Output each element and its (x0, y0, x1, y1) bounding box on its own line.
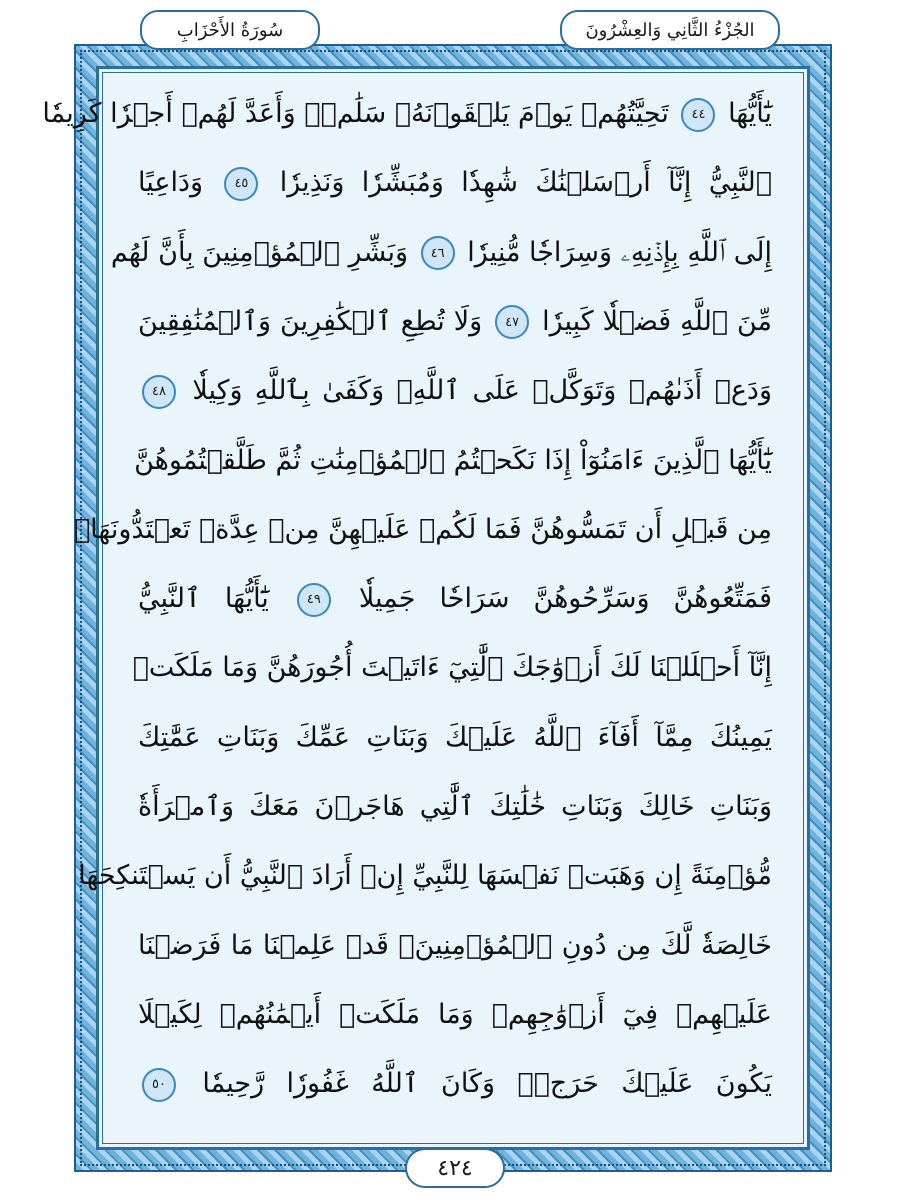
verse-text: إِلَى ٱللَّهِ بِإِذۡنِهِۦ وَسِرَاجٗا مُّنِيرٗا (467, 236, 772, 268)
juz-name-label (560, 10, 780, 50)
verse-text-area (42, 84, 772, 1124)
verse-line (138, 361, 772, 421)
ayah-number-marker: ٥٠ (142, 1068, 176, 1102)
verse-text: خَالِصَةٗ لَّكَ مِن دُونِ ٱلۡمُؤۡمِنِينَۗ قَدۡ عَلِمۡنَا مَا فَرَضۡنَا (138, 929, 772, 961)
verse-line (42, 84, 772, 144)
verse-line (138, 708, 772, 768)
ayah-number-marker: ٤٧ (495, 305, 529, 339)
verse-text: وَبَنَاتِ خَالِكَ وَبَنَاتِ خَٰلَٰتِكَ ٱلَّٰتِي هَاجَرۡنَ مَعَكَ وَٱمۡرَأَةٗ (138, 791, 772, 822)
verse-text: وَلَا تُطِعِ ٱلۡكَٰفِرِينَ وَٱلۡمُنَٰفِقِينَ (138, 305, 483, 337)
ayah-number-marker: ٤٥ (224, 167, 258, 201)
verse-line (110, 223, 772, 283)
verse-line (78, 846, 772, 906)
verse-text: وَبَشِّرِ ٱلۡمُؤۡمِنِينَ بِأَنَّ لَهُم (110, 236, 409, 268)
juz-name: الجُزْءُ الثَّانِي وَالعِشْرُونَ (585, 19, 755, 41)
verse-text: يَٰٓأَيُّهَا ٱلَّذِينَ ءَامَنُوٓاْ إِذَا نَكَحۡتُمُ ٱلۡمُؤۡمِنَٰتِ ثُمَّ طَلَّقۡتُمُوهُنَّ (134, 444, 772, 476)
verse-line (138, 985, 772, 1045)
verse-line (138, 292, 772, 352)
verse-line (132, 638, 772, 698)
verse-line (73, 500, 772, 560)
verse-line (138, 777, 772, 837)
verse-line (138, 153, 772, 213)
verse-line (138, 916, 772, 976)
ayah-number-marker: ٤٤ (681, 98, 715, 132)
verse-text: فَمَتِّعُوهُنَّ وَسَرِّحُوهُنَّ سَرَاحٗا جَمِيلٗا (358, 583, 772, 615)
page-number: ٤٢٤ (437, 1155, 473, 1181)
ayah-number-marker: ٤٦ (421, 236, 455, 270)
verse-text: يَمِينُكَ مِمَّآ أَفَآءَ ٱللَّهُ عَلَيۡكَ وَبَنَاتِ عَمِّكَ وَبَنَاتِ عَمَّٰتِكَ (138, 721, 772, 753)
verse-text: يَٰٓأَيُّهَا ٱلنَّبِيُّ (138, 583, 269, 615)
verse-text: وَدَعۡ أَذَىٰهُمۡ وَتَوَكَّلۡ عَلَى ٱللَّهِۚ وَكَفَىٰ بِٱللَّهِ وَكِيلٗا (192, 375, 772, 407)
verse-text: ٱلنَّبِيُّ إِنَّآ أَرۡسَلۡنَٰكَ شَٰهِدٗا وَمُبَشِّرٗا وَنَذِيرٗا (279, 167, 772, 199)
ayah-number-marker: ٤٩ (297, 583, 331, 617)
verse-text: يَٰٓأَيُّهَا (728, 98, 772, 129)
verse-text: تَحِيَّتُهُمۡ يَوۡمَ يَلۡقَوۡنَهُۥ سَلَٰمٞۚ وَأَعَدَّ لَهُمۡ أَجۡرٗا كَرِيمٗا (42, 98, 669, 129)
verse-text: وَدَاعِيًا (138, 167, 204, 199)
surah-name: سُورَةُ الأَحْزَابِ (176, 19, 284, 41)
verse-line (138, 569, 772, 629)
surah-name-label (140, 10, 320, 50)
verse-line (134, 431, 772, 491)
verse-text: إِنَّآ أَحۡلَلۡنَا لَكَ أَزۡوَٰجَكَ ٱلَّٰتِيٓ ءَاتَيۡتَ أُجُورَهُنَّ وَمَا مَلَكَتۡ (132, 652, 772, 684)
verse-text: يَكُونَ عَلَيۡكَ حَرَجٞۗ وَكَانَ ٱللَّهُ غَفُورٗا رَّحِيمٗا (202, 1068, 772, 1100)
verse-text: مِّنَ ٱللَّهِ فَضۡلٗا كَبِيرٗا (542, 305, 772, 337)
verse-text: مِن قَبۡلِ أَن تَمَسُّوهُنَّ فَمَا لَكُمۡ عَلَيۡهِنَّ مِنۡ عِدَّةٖ تَعۡتَدُّونَهَاۖ (73, 513, 772, 545)
verse-line (138, 1054, 772, 1114)
page-number-badge (405, 1148, 505, 1188)
verse-text: مُّؤۡمِنَةً إِن وَهَبَتۡ نَفۡسَهَا لِلنَّبِيِّ إِنۡ أَرَادَ ٱلنَّبِيُّ أَن يَسۡتَنكِحَهَا (78, 860, 772, 892)
ayah-number-marker: ٤٨ (142, 375, 176, 409)
verse-text: عَلَيۡهِمۡ فِيٓ أَزۡوَٰجِهِمۡ وَمَا مَلَكَتۡ أَيۡمَٰنُهُمۡ لِكَيۡلَا (138, 998, 772, 1030)
